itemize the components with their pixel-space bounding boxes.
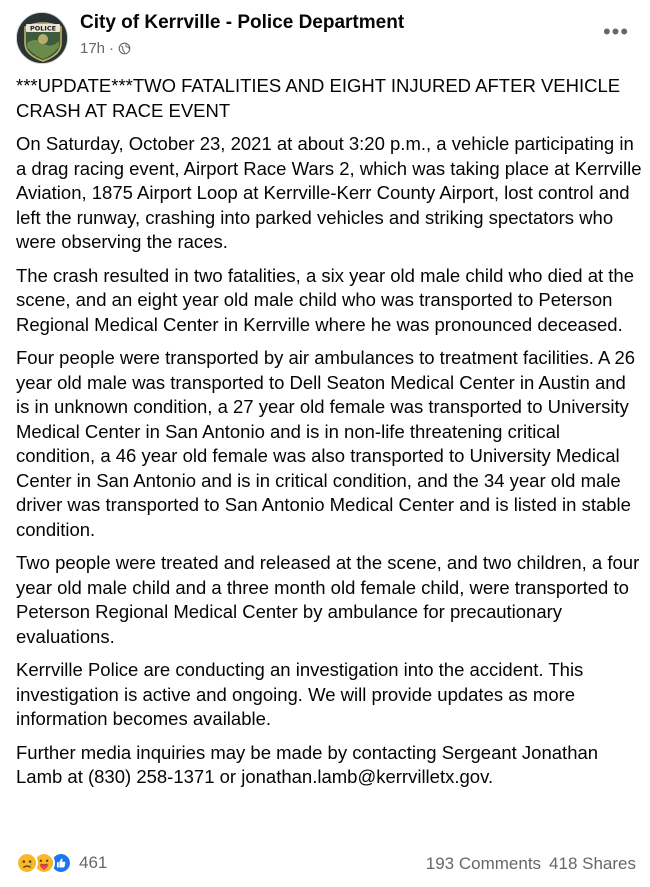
more-options-button[interactable] [598, 20, 634, 44]
page-name-link[interactable]: City of Kerrville - Police Department [80, 12, 405, 33]
reactions-summary[interactable] [16, 852, 107, 874]
comments-count-link[interactable]: 193 Comments [425, 854, 542, 873]
sad-reaction-icon [16, 852, 38, 874]
reaction-count[interactable]: 461 [79, 853, 108, 872]
post-paragraph: Two people were treated and released at the scene, and two children, a four year old male child and a three month old female child, were transported to Peterson Regional Medical Center by ambulance for precautionary evaluations. [16, 552, 640, 647]
police-badge-icon [17, 13, 68, 64]
more-options-icon: ••• [602, 19, 630, 44]
post-paragraph: On Saturday, October 23, 2021 at about 3:20 p.m., a vehicle participating in a drag racing event, Airport Race Wars 2, which was taking place at Kerrville Aviation, 1875 Airport Loop at Kerrville-Kerr County Airport, lost control and left the runway, crashing into parked vehicles and striking spectators who were observing the races. [16, 133, 642, 252]
post-header [16, 8, 636, 64]
shares-count-link[interactable]: 418 Shares [549, 854, 636, 873]
post-paragraph: Further media inquiries may be made by contacting Sergeant Jonathan Lamb at (830) 258-1371 or jonathan.lamb@kerrvilletx.gov. [16, 741, 599, 787]
avatar-text: POLICE [29, 24, 57, 33]
post-paragraph: Kerrville Police are conducting an investigation into the accident. This investigation is active and ongoing. We will provide updates as more information becomes available. [16, 659, 584, 729]
post-meta [80, 40, 131, 57]
timestamp[interactable]: 17h [80, 40, 106, 57]
post-title: ***UPDATE***TWO FATALITIES AND EIGHT INJURED AFTER VEHICLE CRASH AT RACE EVENT [16, 75, 621, 121]
avatar[interactable] [16, 12, 68, 64]
globe-icon [118, 42, 131, 55]
post-paragraph: The crash resulted in two fatalities, a six year old male child who died at the scene, and an eight year old male child who was transported to Peterson Regional Medical Center in Kerrville where he was pronounced deceased. [16, 264, 635, 335]
post-paragraph: Four people were transported by air ambulances to treatment facilities. A 26 year old male was transported to Dell Seaton Medical Center in Austin and is in unknown condition, a 27 year old female was transported to University Medical Center in San Antonio and is in non-life threatening critical condition, a 46 year old female was also transported to University Medical Center in San Antonio and is in critical condition, and the 34 year old male driver was transported to San Antonio Medical Center and is listed in stable condition. [16, 347, 636, 540]
post-body [16, 74, 642, 799]
meta-separator: · [109, 40, 115, 57]
engagement-counts [426, 854, 636, 874]
post-footer [16, 850, 636, 880]
